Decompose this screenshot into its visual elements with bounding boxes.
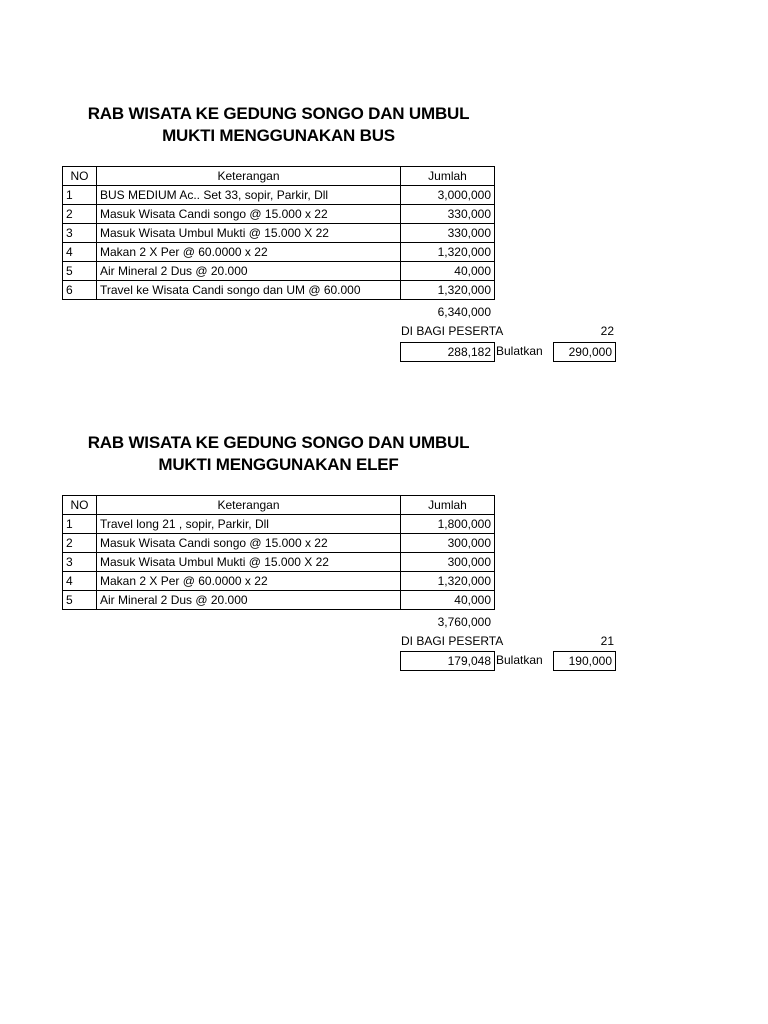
divide-label: DI BAGI PESERTA <box>401 324 504 338</box>
header-no: NO <box>63 167 97 186</box>
row-keterangan: Masuk Wisata Candi songo @ 15.000 x 22 <box>97 534 401 553</box>
row-jumlah: 330,000 <box>401 205 495 224</box>
cost-table <box>62 166 495 300</box>
row-jumlah: 3,000,000 <box>401 186 495 205</box>
header-keterangan: Keterangan <box>97 167 401 186</box>
row-jumlah: 1,320,000 <box>401 572 495 591</box>
divide-label: DI BAGI PESERTA <box>401 634 504 648</box>
header-keterangan: Keterangan <box>97 496 401 515</box>
total-amount: 3,760,000 <box>437 615 491 629</box>
table-row <box>63 224 495 243</box>
table-row <box>63 591 495 610</box>
table-row <box>63 534 495 553</box>
row-no: 4 <box>63 572 97 591</box>
row-keterangan: Masuk Wisata Umbul Mukti @ 15.000 X 22 <box>97 553 401 572</box>
table-header-row <box>63 167 495 186</box>
per-person-amount: 179,048 <box>400 651 495 671</box>
row-no: 6 <box>63 281 97 300</box>
round-label: Bulatkan <box>496 344 543 358</box>
rounded-amount: 190,000 <box>553 651 616 671</box>
row-no: 5 <box>63 262 97 281</box>
table-row <box>63 205 495 224</box>
row-jumlah: 1,800,000 <box>401 515 495 534</box>
header-jumlah: Jumlah <box>401 496 495 515</box>
row-keterangan: Makan 2 X Per @ 60.0000 x 22 <box>97 572 401 591</box>
per-person-amount: 288,182 <box>400 342 495 362</box>
row-no: 3 <box>63 224 97 243</box>
row-no: 1 <box>63 515 97 534</box>
table-row <box>63 262 495 281</box>
section-title <box>60 103 497 147</box>
row-keterangan: Makan 2 X Per @ 60.0000 x 22 <box>97 243 401 262</box>
row-jumlah: 40,000 <box>401 262 495 281</box>
table-row <box>63 186 495 205</box>
row-jumlah: 1,320,000 <box>401 243 495 262</box>
participant-count: 21 <box>600 634 614 648</box>
row-jumlah: 300,000 <box>401 553 495 572</box>
row-keterangan: Air Mineral 2 Dus @ 20.000 <box>97 591 401 610</box>
participant-count: 22 <box>600 324 614 338</box>
title-line-2: MUKTI MENGGUNAKAN BUS <box>162 126 395 145</box>
row-jumlah: 300,000 <box>401 534 495 553</box>
table-row <box>63 243 495 262</box>
title-line-2: MUKTI MENGGUNAKAN ELEF <box>158 455 399 474</box>
row-no: 3 <box>63 553 97 572</box>
round-label: Bulatkan <box>496 653 543 667</box>
title-line-1: RAB WISATA KE GEDUNG SONGO DAN UMBUL <box>87 104 470 123</box>
cost-table <box>62 495 495 610</box>
row-jumlah: 330,000 <box>401 224 495 243</box>
row-jumlah: 1,320,000 <box>401 281 495 300</box>
row-no: 2 <box>63 205 97 224</box>
table-row <box>63 515 495 534</box>
row-jumlah: 40,000 <box>401 591 495 610</box>
row-keterangan: Masuk Wisata Candi songo @ 15.000 x 22 <box>97 205 401 224</box>
row-no: 5 <box>63 591 97 610</box>
rounded-amount: 290,000 <box>553 342 616 362</box>
header-no: NO <box>63 496 97 515</box>
table-row <box>63 553 495 572</box>
row-keterangan: BUS MEDIUM Ac.. Set 33, sopir, Parkir, Dll <box>97 186 401 205</box>
section-title <box>60 432 497 476</box>
table-row <box>63 572 495 591</box>
row-keterangan: Masuk Wisata Umbul Mukti @ 15.000 X 22 <box>97 224 401 243</box>
table-row <box>63 281 495 300</box>
total-amount: 6,340,000 <box>437 305 491 319</box>
title-line-1: RAB WISATA KE GEDUNG SONGO DAN UMBUL <box>87 433 470 452</box>
table-header-row <box>63 496 495 515</box>
row-no: 2 <box>63 534 97 553</box>
row-keterangan: Travel ke Wisata Candi songo dan UM @ 60.000 <box>97 281 401 300</box>
header-jumlah: Jumlah <box>401 167 495 186</box>
row-keterangan: Air Mineral 2 Dus @ 20.000 <box>97 262 401 281</box>
row-no: 1 <box>63 186 97 205</box>
row-no: 4 <box>63 243 97 262</box>
row-keterangan: Travel long 21 , sopir, Parkir, Dll <box>97 515 401 534</box>
